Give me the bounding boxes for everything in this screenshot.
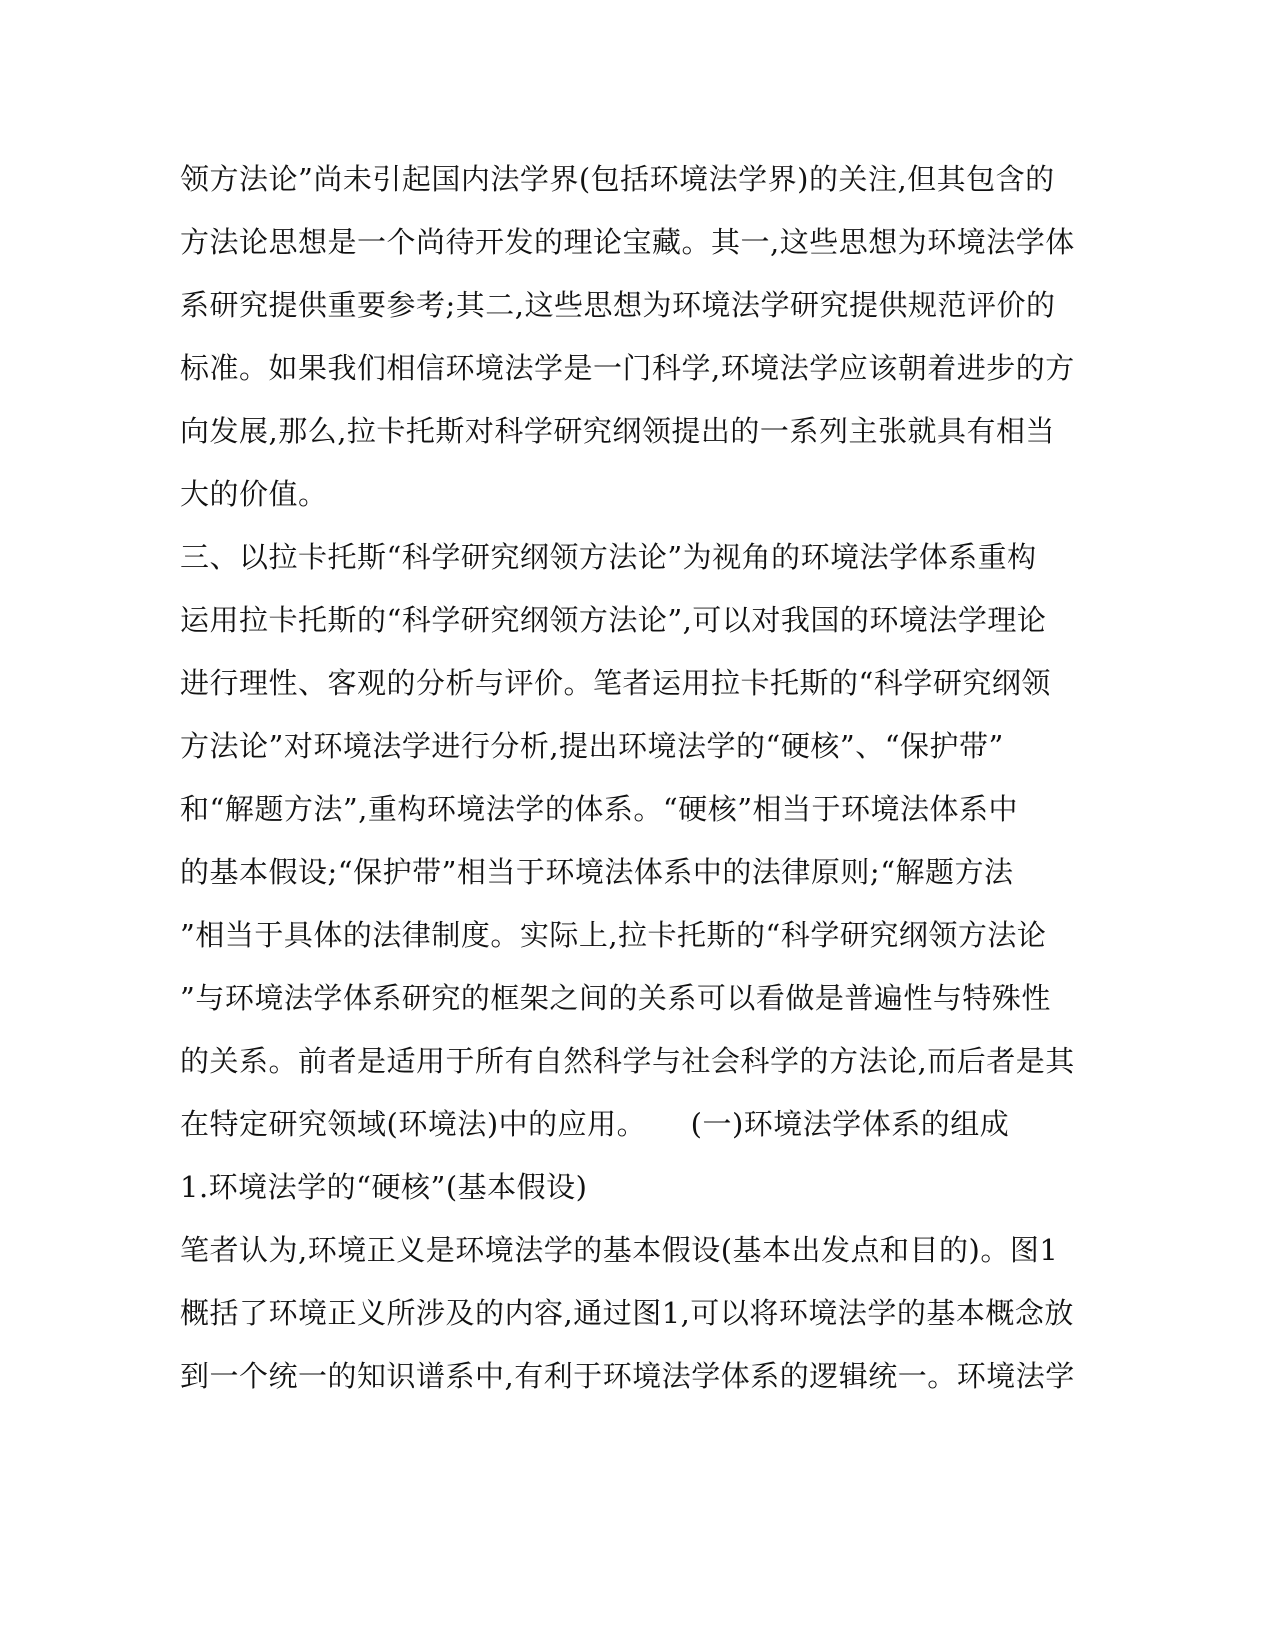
text-line: 和“解题方法”,重构环境法学的体系。“硬核”相当于环境法体系中 [180, 792, 1019, 826]
text-line: 在特定研究领域(环境法)中的应用。 (一)环境法学体系的组成 [180, 1107, 1010, 1141]
text-line: ”与环境法学体系研究的框架之间的关系可以看做是普遍性与特殊性 [180, 981, 1051, 1015]
text-line: ”相当于具体的法律制度。实际上,拉卡托斯的“科学研究纲领方法论 [180, 918, 1047, 952]
text-line: 大的价值。 [180, 477, 328, 511]
text-line: 的基本假设;“保护带”相当于环境法体系中的法律原则;“解题方法 [180, 855, 1014, 889]
text-line: 概括了环境正义所涉及的内容,通过图1,可以将环境法学的基本概念放 [180, 1296, 1074, 1330]
text-line: 方法论思想是一个尚待开发的理论宝藏。其一,这些思想为环境法学体 [180, 225, 1075, 259]
text-line: 运用拉卡托斯的“科学研究纲领方法论”,可以对我国的环境法学理论 [180, 603, 1047, 637]
text-line: 标准。如果我们相信环境法学是一门科学,环境法学应该朝着进步的方 [180, 351, 1075, 385]
section-heading: 三、以拉卡托斯“科学研究纲领方法论”为视角的环境法学体系重构 [180, 540, 1037, 574]
text-line: 的关系。前者是适用于所有自然科学与社会科学的方法论,而后者是其 [180, 1044, 1075, 1078]
text-line: 进行理性、客观的分析与评价。笔者运用拉卡托斯的“科学研究纲领 [180, 666, 1051, 700]
text-line: 系研究提供重要参考;其二,这些思想为环境法学研究提供规范评价的 [180, 288, 1056, 322]
text-line: 方法论”对环境法学进行分析,提出环境法学的“硬核”、“保护带” [180, 729, 1004, 763]
subsection-heading: 1.环境法学的“硬核”(基本假设) [180, 1170, 588, 1204]
text-line: 领方法论”尚未引起国内法学界(包括环境法学界)的关注,但其包含的 [180, 162, 1055, 196]
text-line: 到一个统一的知识谱系中,有利于环境法学体系的逻辑统一。环境法学 [180, 1359, 1075, 1393]
text-line: 笔者认为,环境正义是环境法学的基本假设(基本出发点和目的)。图1 [180, 1233, 1059, 1267]
text-line: 向发展,那么,拉卡托斯对科学研究纲领提出的一系列主张就具有相当 [180, 414, 1055, 448]
